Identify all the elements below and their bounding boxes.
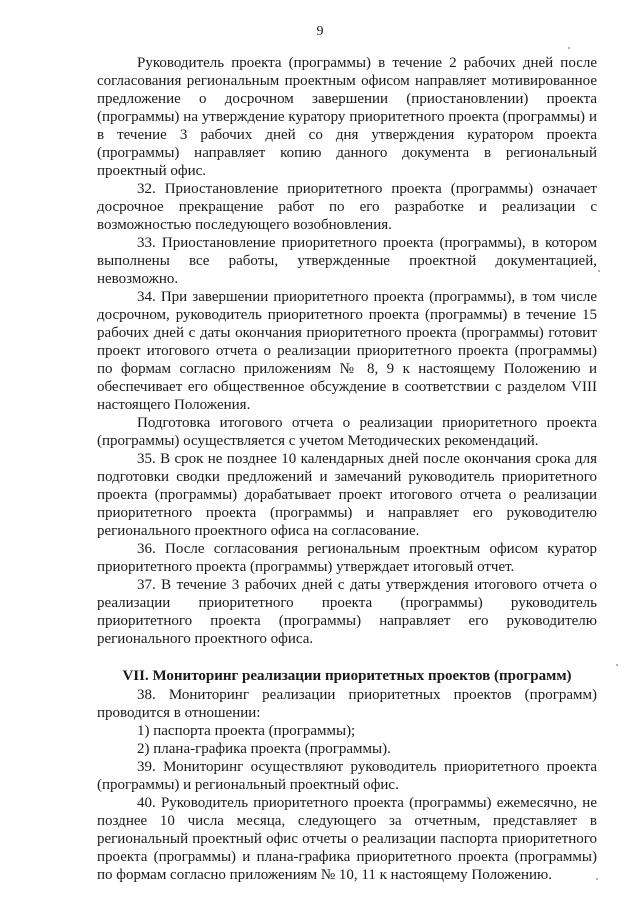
list-item: 1) паспорта проекта (программы); [137,723,356,739]
paragraph-38: 38. Мониторинг реализации приоритетных проектов (программ) проводится в отношении: [97,687,597,721]
paragraph-40: 40. Руководитель приоритетного проекта (программы) ежемесячно, не позднее 10 числа месяца, следующего за отчетным, представляет в региональный проектный офис отчеты о реализации паспорта приоритетного проекта (программы) и плана-графика приоритетного проекта (программы) по формам согласно приложениям № 10, 11 к настоящему Положению. [97,795,597,883]
paragraph-39: 39. Мониторинг осуществляют руководитель приоритетного проекта (программы) и региональный проектный офис. [97,759,597,793]
paragraph-project-lead-proposal: Руководитель проекта (программы) в течение 2 рабочих дней после согласования региональным проектным офисом направляет мотивированное предложение о досрочном завершении (приостановлении) проекта (программы) на утверждение куратору приоритетного проекта (программы) и в течение 3 рабочих дней со дня утверждения куратором проекта (программы) направляет копию данного документа в региональный проектный офис. [97,55,597,179]
scan-speck [598,270,600,272]
paragraph-33: 33. Приостановление приоритетного проекта (программы), в котором выполнены все работы, утвержденные проектной документацией, невозможно. [97,235,597,287]
paragraph-32: 32. Приостановление приоритетного проекта (программы) означает досрочное прекращение работ по его разработке и реализации с возможностью последующего возобновления. [97,181,597,233]
page-number: 9 [316,24,324,39]
paragraph-37: 37. В течение 3 рабочих дней с даты утверждения итогового отчета о реализации приоритетного проекта (программы) руководитель приоритетного проекта (программы) направляет его руководителю регионального проектного офиса. [97,577,597,647]
scan-speck [568,47,570,49]
list-item: 2) плана-графика проекта (программы). [137,741,391,757]
document-body [97,54,597,884]
paragraph-34: 34. При завершении приоритетного проекта (программы), в том числе досрочном, руководитель приоритетного проекта (программы) в течение 15 рабочих дней с даты окончания приоритетного проекта (программы) готовит проект итогового отчета о реализации приоритетного проекта (программы) по формам согласно приложениям № 8, 9 к настоящему Положению и обеспечивает его общественное обсуждение в соответствии с разделом VIII настоящего Положения. [97,289,597,413]
scan-speck [596,878,598,880]
paragraph-36: 36. После согласования региональным проектным офисом куратор приоритетного проекта (программы) утверждает итоговый отчет. [97,541,597,575]
paragraph-final-report-preparation: Подготовка итогового отчета о реализации приоритетного проекта (программы) осуществляется с учетом Методических рекомендаций. [97,415,597,449]
scan-speck [616,664,618,666]
paragraph-35: 35. В срок не позднее 10 календарных дней после окончания срока для подготовки сводки предложений и замечаний руководитель приоритетного проекта (программы) дорабатывает проект итогового отчета о реализации приоритетного проекта (программы) и направляет его руководителю регионального проектного офиса на согласование. [97,451,597,539]
section-heading: VII. Мониторинг реализации приоритетных проектов (программ) [122,668,572,684]
